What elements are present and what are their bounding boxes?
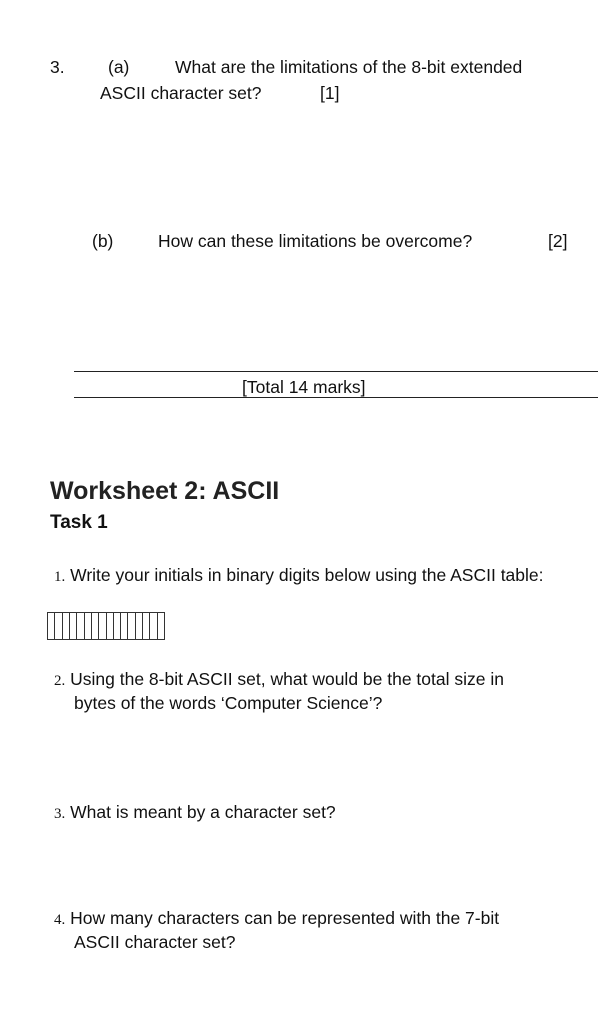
grid-cell[interactable] (158, 613, 164, 639)
grid-cell[interactable] (128, 613, 135, 639)
part-a-marks: [1] (320, 83, 340, 103)
part-b-marks: [2] (548, 231, 568, 251)
part-b-label: (b) (92, 231, 114, 251)
question-number: 2. (54, 673, 66, 689)
grid-cell[interactable] (85, 613, 92, 639)
part-b-text: How can these limitations be overcome? (158, 231, 473, 251)
grid-cell[interactable] (77, 613, 84, 639)
grid-cell[interactable] (136, 613, 143, 639)
binary-answer-grid[interactable] (47, 612, 165, 640)
grid-cell[interactable] (55, 613, 62, 639)
grid-cell[interactable] (121, 613, 128, 639)
worksheet-question-4 (54, 907, 499, 931)
part-a-label: (a) (108, 57, 130, 77)
question-text: Write your initials in binary digits below using the ASCII table: (70, 565, 544, 585)
worksheet-question-4-line2: ASCII character set? (74, 932, 236, 952)
worksheet-question-2-line2: bytes of the words ‘Computer Science’? (74, 693, 383, 713)
question-text: How many characters can be represented with the 7-bit (70, 908, 500, 928)
total-marks: [Total 14 marks] (242, 377, 366, 397)
question-number: 1. (54, 569, 66, 585)
grid-cell[interactable] (92, 613, 99, 639)
grid-cell[interactable] (48, 613, 55, 639)
divider-top (74, 371, 598, 372)
task-heading: Task 1 (50, 512, 108, 533)
part-a-text-line2: ASCII character set? (100, 83, 262, 103)
grid-cell[interactable] (63, 613, 70, 639)
question-number: 4. (54, 912, 66, 928)
worksheet-question-2 (54, 668, 504, 692)
question-text: What is meant by a character set? (70, 802, 336, 822)
divider-bottom (74, 397, 598, 398)
part-a-text-line1: What are the limitations of the 8-bit extended (175, 57, 523, 77)
question-text: Using the 8-bit ASCII set, what would be the total size in (70, 669, 504, 689)
worksheet-title: Worksheet 2: ASCII (50, 477, 280, 505)
grid-cell[interactable] (114, 613, 121, 639)
grid-cell[interactable] (150, 613, 157, 639)
worksheet-question-1 (54, 564, 544, 588)
question-3-number: 3. (50, 57, 65, 77)
grid-cell[interactable] (99, 613, 106, 639)
grid-cell[interactable] (143, 613, 150, 639)
question-number: 3. (54, 806, 66, 822)
worksheet-question-3 (54, 801, 336, 825)
grid-cell[interactable] (107, 613, 114, 639)
grid-cell[interactable] (70, 613, 77, 639)
